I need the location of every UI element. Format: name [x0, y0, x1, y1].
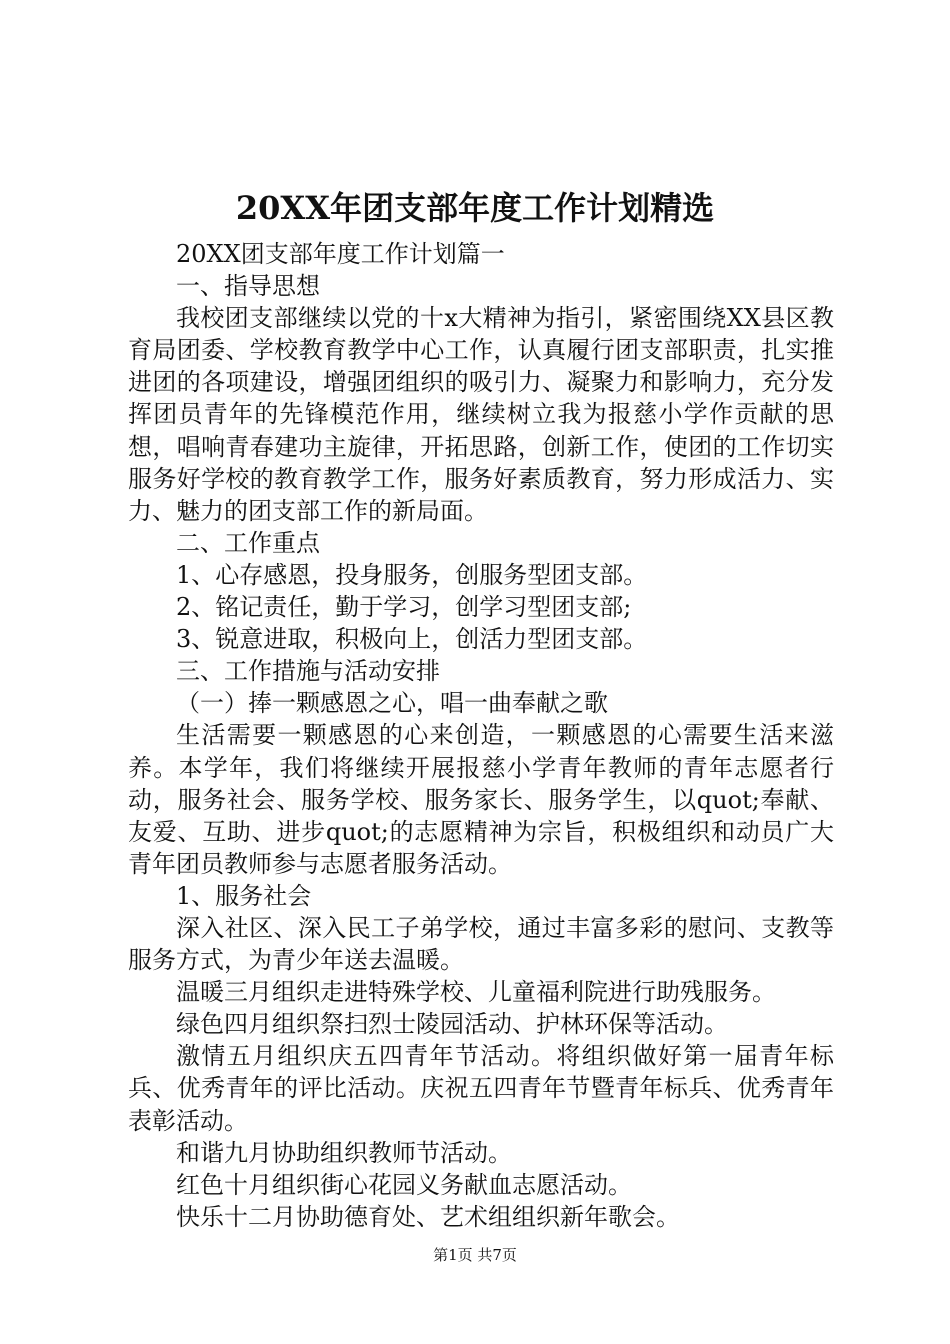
activity-may: 激情五月组织庆五四青年节活动。将组织做好第一届青年标兵、优秀青年的评比活动。庆祝五四青年节暨青年标兵、优秀青年表彰活动。: [128, 1042, 834, 1135]
paragraph-volunteer: 生活需要一颗感恩的心来创造，一颗感恩的心需要生活来滋养。本学年，我们将继续开展报慈小学青年教师的青年志愿者行动，服务社会、服务学校、服务家长、服务学生，以quot;奉献、友爱、互助、进步quot;的志愿精神为宗旨，积极组织和动员广大青年团员教师参与志愿者服务活动。: [128, 721, 834, 878]
document-body: [128, 238, 834, 1233]
activity-december: 快乐十二月协助德育处、艺术组组织新年歌会。: [176, 1202, 680, 1231]
subtitle-paragraph: 20XX团支部年度工作计划篇一: [176, 240, 505, 268]
activity-october: 红色十月组织街心花园义务献血志愿活动。: [176, 1170, 632, 1199]
subsection-heading-gratitude: （一）捧一颗感恩之心，唱一曲奉献之歌: [176, 689, 608, 718]
activity-september: 和谐九月协助组织教师节活动。: [176, 1138, 512, 1167]
subheading-serve-society: 1、服务社会: [176, 881, 312, 910]
list-item-focus-2: 2、铭记责任，勤于学习，创学习型团支部;: [176, 593, 632, 622]
paragraph-community: 深入社区、深入民工子弟学校，通过丰富多彩的慰问、支教等服务方式，为青少年送去温暖。: [128, 913, 834, 975]
paragraph-guiding-ideology: 我校团支部继续以党的十x大精神为指引，紧密围绕XX县区教育局团委、学校教育教学中心工作，认真履行团支部职责，扎实推进团的各项建设，增强团组织的吸引力、凝聚力和影响力，充分发挥团员青年的先锋模范作用，继续树立我为报慈小学作贡献的思想，唱响青春建功主旋律，开拓思路，创新工作，使团的工作切实服务好学校的教育教学工作，服务好素质教育，努力形成活力、实力、魅力的团支部工作的新局面。: [128, 304, 834, 525]
section-heading-guiding-ideology: 一、指导思想: [176, 272, 320, 301]
list-item-focus-3: 3、锐意进取，积极向上，创活力型团支部。: [176, 625, 648, 654]
activity-april: 绿色四月组织祭扫烈士陵园活动、护林环保等活动。: [176, 1010, 728, 1039]
section-heading-measures: 三、工作措施与活动安排: [176, 657, 440, 686]
page-footer: 第1页 共7页: [433, 1246, 517, 1264]
list-item-focus-1: 1、心存感恩，投身服务，创服务型团支部。: [176, 560, 648, 589]
activity-march: 温暖三月组织走进特殊学校、儿童福利院进行助残服务。: [176, 978, 776, 1007]
section-heading-work-focus: 二、工作重点: [176, 528, 320, 557]
document-title: 20XX年团支部年度工作计划精选: [235, 189, 715, 227]
